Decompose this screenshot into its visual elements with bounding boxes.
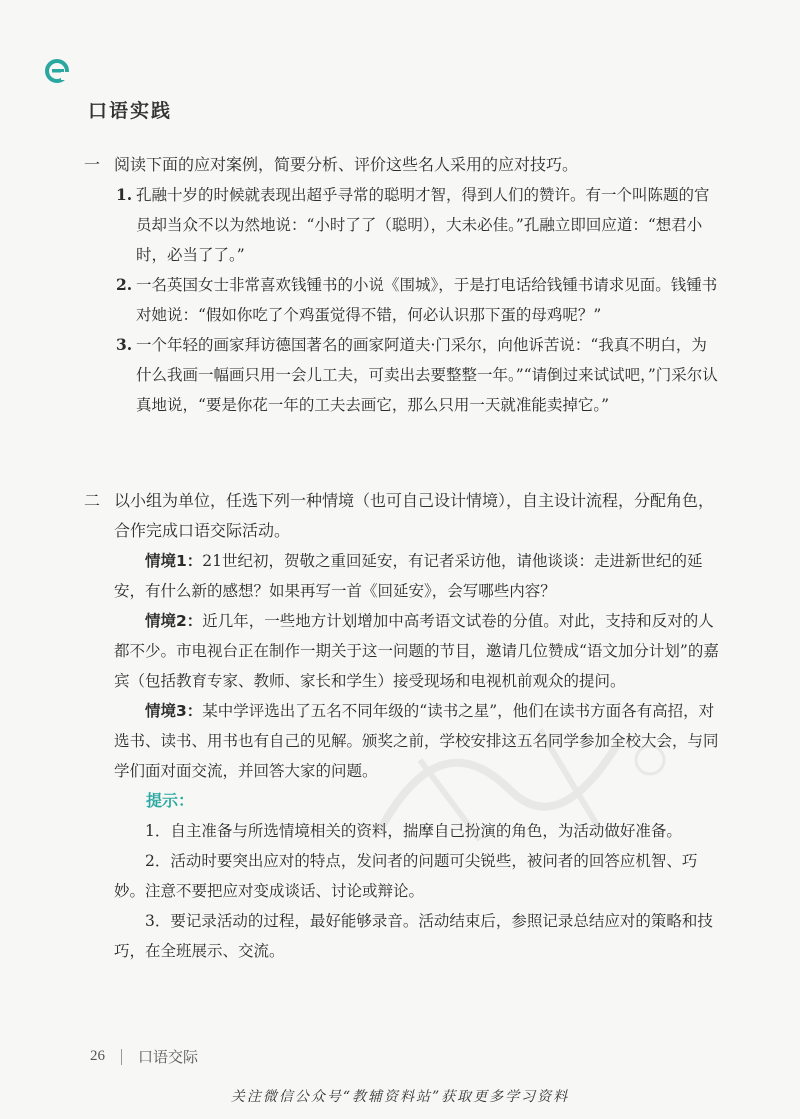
scenario-1 (114, 546, 722, 606)
scenario-label: 情境3： (145, 702, 203, 720)
tip-item: 1．自主准备与所选情境相关的资料，揣摩自己扮演的角色，为活动做好准备。 (145, 822, 682, 840)
footer-divider (121, 1049, 122, 1065)
case-text: 一名英国女士非常喜欢钱锺书的小说《围城》，于是打电话给钱锺书请求见面。钱锺书对她说：“假如你吃了个鸡蛋觉得不错，何必认识那下蛋的母鸡呢？” (136, 276, 718, 324)
case-number: 3. (116, 335, 133, 354)
scenario-text: 21世纪初，贺敬之重回延安，有记者采访他，请他谈谈：走进新世纪的延安，有什么新的感想？如果再写一首《回延安》，会写哪些内容？ (114, 552, 703, 600)
question-prompt: 阅读下面的应对案例，简要分析、评价这些名人采用的应对技巧。 (114, 155, 579, 174)
question-number: 二 (84, 491, 101, 510)
case-number: 1. (116, 185, 133, 204)
promo-banner-text: 关注微信公众号“教辅资料站”获取更多学习资料 (230, 1089, 570, 1105)
case-item (116, 180, 722, 270)
scenario-label: 情境1： (145, 552, 203, 570)
scenario-text: 某中学评选出了五名不同年级的“读书之星”，他们在读书方面各有高招，对选书、读书、用书也有自己的见解。颁奖之前，学校安排这五名同学参加全校大会，与同学们面对面交流，并回答大家的问题。 (114, 702, 719, 780)
question-1 (84, 150, 722, 420)
section-title: 口语实践 (88, 100, 173, 122)
question-prompt: 以小组为单位，任选下列一种情境（也可自己设计情境），自主设计流程，分配角色，合作完成口语交际活动。 (114, 491, 715, 540)
tip-item: 2．活动时要突出应对的特点，发问者的问题可尖锐些，被问者的回答应机智、巧妙。注意不要把应对变成谈话、讨论或辩论。 (114, 852, 698, 900)
case-text: 一个年轻的画家拜访德国著名的画家阿道夫·门采尔，向他诉苦说：“我真不明白，为什么我画一幅画只用一会儿工夫，可卖出去要整整一年。”“请倒过来试试吧，”门采尔认真地说，“要是你花一年的工夫去画它，那么只用一天就准能卖掉它。” (136, 336, 718, 414)
page-number: 26 (90, 1048, 105, 1064)
case-number: 2. (116, 275, 133, 294)
scenario-label: 情境2： (145, 612, 203, 630)
case-item (116, 330, 722, 420)
tip-item: 3．要记录活动的过程，最好能够录音。活动结束后，参照记录总结应对的策略和技巧，在全班展示、交流。 (114, 912, 713, 960)
question-number: 一 (84, 155, 101, 174)
scenario-2 (114, 606, 722, 696)
watermark-logo (360, 700, 680, 860)
scenario-text: 近几年，一些地方计划增加中高考语文试卷的分值。对此，支持和反对的人都不少。市电视台正在制作一期关于这一问题的节目，邀请几位赞成“语文加分计划”的嘉宾（包括教育专家、教师、家长和学生）接受现场和电视机前观众的提问。 (114, 612, 719, 690)
case-item (116, 270, 722, 330)
case-text: 孔融十岁的时候就表现出超乎寻常的聪明才智，得到人们的赞许。有一个叫陈题的官员却当众不以为然地说：“小时了了（聪明），大未必佳。”孔融立即回应道：“想君小时，必当了了。” (136, 186, 710, 264)
tips-title: 提示： (146, 791, 195, 810)
page-footer (90, 1046, 198, 1067)
textbook-logo-icon (44, 58, 70, 84)
footer-section-name: 口语交际 (138, 1050, 199, 1066)
